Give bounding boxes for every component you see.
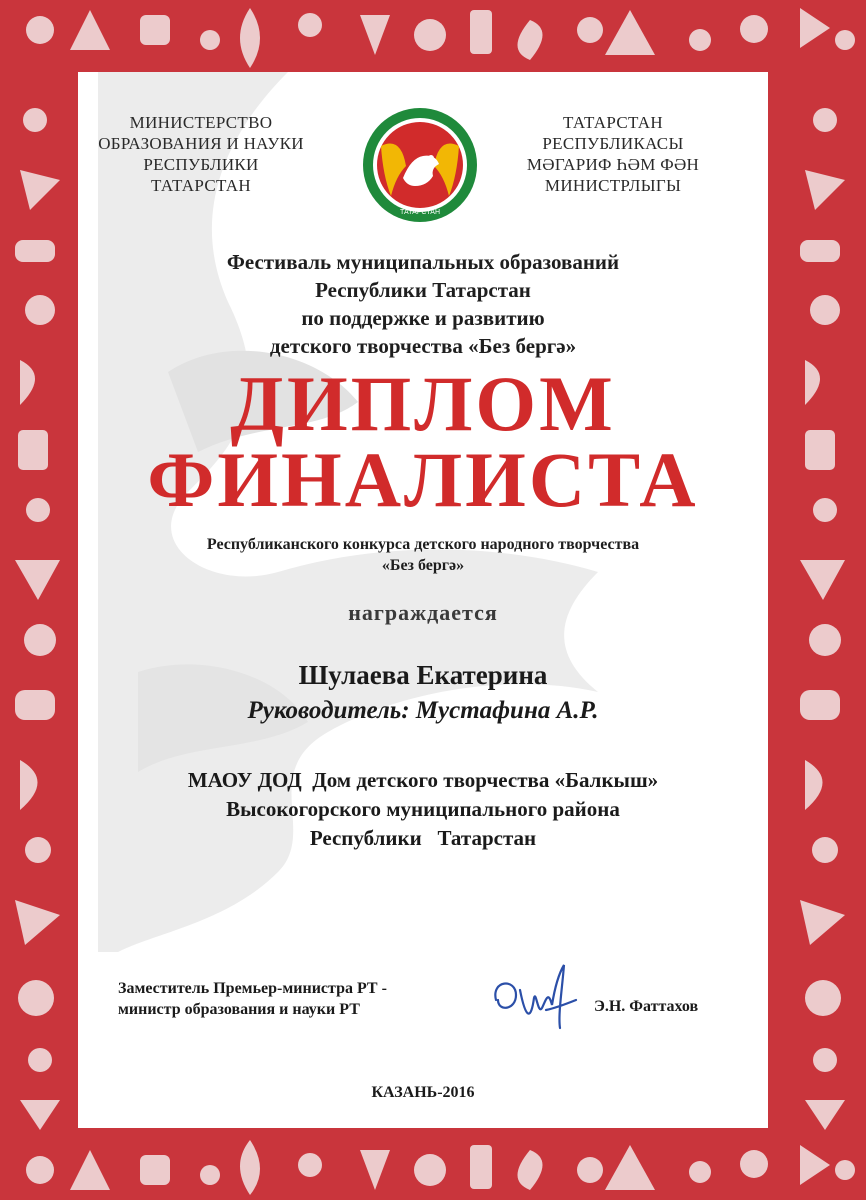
festival-line: Республики Татарстан: [315, 278, 531, 302]
contest-name: [98, 534, 748, 576]
festival-line: детского творчества «Без бергә»: [269, 334, 577, 358]
city-year: КАЗАНЬ-2016: [371, 1084, 475, 1101]
signer-line: Заместитель Премьер-министра РТ -: [118, 980, 387, 997]
contest-line: Республиканского конкурса детского народного творчества: [206, 536, 640, 553]
ministry-tt-line: ТАТАРСТАН: [563, 113, 663, 132]
ministry-tt-line: МИНИСТРЛЫГЫ: [544, 176, 682, 195]
festival-line: по поддержке и развитию: [301, 306, 545, 330]
ministry-name-russian: [86, 112, 316, 196]
ministry-name-tatar: [498, 112, 728, 196]
diploma-subheading: ФИНАЛИСТА: [147, 436, 699, 523]
institution-line: Высокогорского муниципального района: [226, 797, 620, 821]
ministry-ru-line: РЕСПУБЛИКИ: [143, 155, 259, 174]
ministry-tt-line: РЕСПУБЛИКАСЫ: [542, 134, 684, 153]
ministry-ru-line: МИНИСТЕРСТВО: [129, 113, 273, 132]
festival-line: Фестиваль муниципальных образований: [226, 250, 620, 274]
signer-line: министр образования и науки РТ: [118, 1001, 360, 1018]
festival-title: [118, 248, 728, 360]
recipient-name: Шулаева Екатерина: [298, 660, 548, 690]
ministry-ru-line: ОБРАЗОВАНИЯ И НАУКИ: [98, 134, 304, 153]
tatarstan-emblem-icon: [361, 106, 479, 224]
diploma-heading: ДИПЛОМ: [230, 360, 616, 447]
institution-name: [108, 766, 738, 853]
leader-name: Руководитель: Мустафина А.Р.: [247, 697, 599, 724]
institution-line: МАОУ ДОД Дом детского творчества «Балкыш»: [187, 768, 659, 792]
emblem-text: ТАТАРСТАН: [399, 209, 441, 216]
signature-icon: [486, 960, 586, 1032]
signer-name: Э.Н. Фаттахов: [594, 998, 699, 1015]
ministry-tt-line: МӘГАРИФ ҺӘМ ФӘН: [526, 155, 700, 174]
awarded-label: награждается: [348, 600, 498, 625]
signer-title: [118, 978, 478, 1020]
contest-line: «Без бергә»: [381, 557, 465, 574]
diploma-sheet: [78, 72, 768, 1128]
ministry-ru-line: ТАТАРСТАН: [151, 176, 251, 195]
institution-line: Республики Татарстан: [309, 826, 537, 850]
